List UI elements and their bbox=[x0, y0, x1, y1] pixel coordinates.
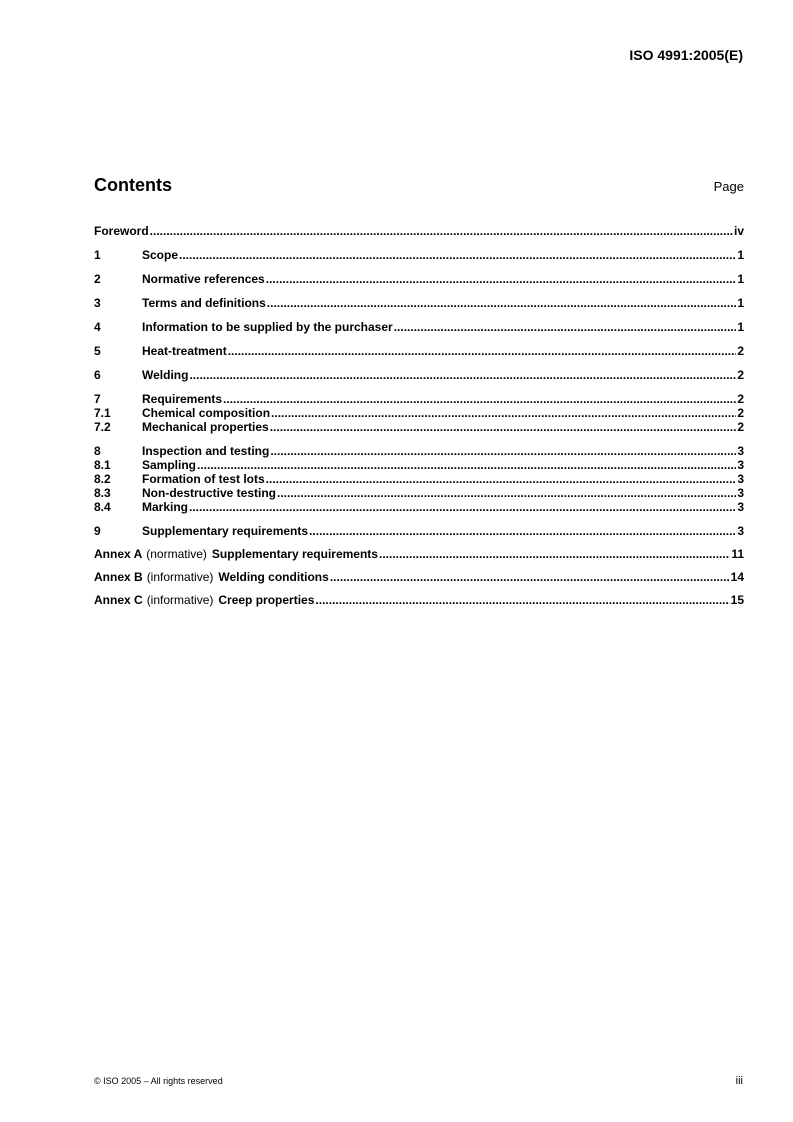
toc-entry-title: Foreword bbox=[94, 224, 149, 238]
toc-entry-page: 3 bbox=[737, 486, 744, 500]
toc-entry-title: Welding conditions bbox=[218, 570, 329, 584]
dot-leader bbox=[197, 458, 736, 472]
copyright-notice: © ISO 2005 – All rights reserved bbox=[94, 1076, 223, 1086]
dot-leader bbox=[228, 344, 737, 358]
toc-entry[interactable] bbox=[94, 320, 744, 334]
toc-entry-title: Non-destructive testing bbox=[142, 486, 277, 500]
toc-entry-page: 2 bbox=[737, 368, 744, 382]
page-number: iii bbox=[735, 1075, 743, 1087]
toc-entry[interactable] bbox=[94, 368, 744, 382]
toc-entry[interactable] bbox=[94, 444, 744, 458]
toc-entry-title: Marking bbox=[142, 500, 189, 514]
toc-entry-number: 1 bbox=[94, 248, 101, 262]
toc-entry[interactable] bbox=[94, 248, 744, 262]
document-id: ISO 4991:2005(E) bbox=[629, 47, 743, 63]
toc-entry-page: 1 bbox=[737, 296, 744, 310]
toc-entry-number: 6 bbox=[94, 368, 101, 382]
toc-entry[interactable] bbox=[94, 486, 744, 500]
toc-entry-number: 8.3 bbox=[94, 486, 111, 500]
toc-entry-page: 3 bbox=[737, 524, 744, 538]
toc-entry-page: 1 bbox=[737, 248, 744, 262]
toc-entry-page: 2 bbox=[737, 406, 744, 420]
dot-leader bbox=[270, 444, 736, 458]
toc-entry[interactable] bbox=[94, 472, 744, 486]
toc-entry-title: Inspection and testing bbox=[142, 444, 270, 458]
contents-title: Contents bbox=[94, 175, 172, 195]
toc-entry[interactable] bbox=[94, 547, 744, 561]
toc-entry-page: 3 bbox=[737, 444, 744, 458]
toc-entry[interactable] bbox=[94, 272, 744, 286]
toc-entry-title: Normative references bbox=[142, 272, 265, 286]
toc-entry-number: 7 bbox=[94, 392, 101, 406]
toc-annex-kind: (informative) bbox=[146, 593, 214, 607]
toc-entry-number: 8.2 bbox=[94, 472, 111, 486]
toc-entry-page: iv bbox=[733, 224, 744, 238]
page-column-label: Page bbox=[713, 179, 744, 194]
toc-entry[interactable] bbox=[94, 593, 744, 607]
toc-entry[interactable] bbox=[94, 500, 744, 514]
toc-entry[interactable] bbox=[94, 344, 744, 358]
toc-entry-number: 5 bbox=[94, 344, 101, 358]
toc-entry-page: 3 bbox=[737, 458, 744, 472]
toc-entry-title: Formation of test lots bbox=[142, 472, 265, 486]
toc-entry-page: 2 bbox=[737, 344, 744, 358]
toc-entry-page: 14 bbox=[730, 570, 744, 584]
dot-leader bbox=[189, 368, 736, 382]
toc-entry-page: 2 bbox=[737, 420, 744, 434]
toc-entry-page: 2 bbox=[737, 392, 744, 406]
toc-entry-page: 15 bbox=[730, 593, 744, 607]
toc-entry[interactable] bbox=[94, 224, 744, 238]
toc-entry-title: Requirements bbox=[142, 392, 223, 406]
contents-header bbox=[94, 175, 744, 196]
dot-leader bbox=[315, 593, 729, 607]
toc-entry-page: 3 bbox=[737, 472, 744, 486]
toc-annex-label: Annex A bbox=[94, 547, 143, 561]
toc-entry[interactable] bbox=[94, 570, 744, 584]
dot-leader bbox=[189, 500, 736, 514]
toc-entry-title: Supplementary requirements bbox=[142, 524, 309, 538]
toc-entry-title: Mechanical properties bbox=[142, 420, 269, 434]
dot-leader bbox=[271, 406, 736, 420]
toc-entry-page: 1 bbox=[737, 320, 744, 334]
toc-entry-number: 9 bbox=[94, 524, 101, 538]
toc-entry-number: 8.4 bbox=[94, 500, 111, 514]
table-of-contents bbox=[94, 224, 744, 607]
toc-entry-title: Creep properties bbox=[218, 593, 315, 607]
dot-leader bbox=[330, 570, 730, 584]
toc-annex-kind: (normative) bbox=[146, 547, 207, 561]
dot-leader bbox=[266, 472, 737, 486]
toc-entry-number: 3 bbox=[94, 296, 101, 310]
toc-entry-number: 8.1 bbox=[94, 458, 111, 472]
dot-leader bbox=[270, 420, 737, 434]
dot-leader bbox=[277, 486, 736, 500]
dot-leader bbox=[379, 547, 730, 561]
toc-entry-title: Chemical composition bbox=[142, 406, 271, 420]
toc-annex-label: Annex C bbox=[94, 593, 143, 607]
toc-entry[interactable] bbox=[94, 420, 744, 434]
toc-entry[interactable] bbox=[94, 524, 744, 538]
toc-entry-number: 4 bbox=[94, 320, 101, 334]
toc-annex-label: Annex B bbox=[94, 570, 143, 584]
toc-entry-number: 7.2 bbox=[94, 420, 111, 434]
toc-entry[interactable] bbox=[94, 458, 744, 472]
toc-entry-title: Sampling bbox=[142, 458, 197, 472]
dot-leader bbox=[179, 248, 736, 262]
toc-entry-number: 7.1 bbox=[94, 406, 111, 420]
dot-leader bbox=[150, 224, 733, 238]
dot-leader bbox=[309, 524, 736, 538]
dot-leader bbox=[223, 392, 736, 406]
dot-leader bbox=[394, 320, 737, 334]
toc-annex-kind: (informative) bbox=[146, 570, 214, 584]
toc-entry-title: Information to be supplied by the purchaser bbox=[142, 320, 393, 334]
toc-entry-title: Scope bbox=[142, 248, 179, 262]
toc-entry-page: 1 bbox=[737, 272, 744, 286]
toc-entry-title: Heat-treatment bbox=[142, 344, 227, 358]
dot-leader bbox=[266, 272, 737, 286]
toc-entry-title: Terms and definitions bbox=[142, 296, 266, 310]
toc-entry-title: Supplementary requirements bbox=[211, 547, 378, 561]
toc-entry-page: 11 bbox=[731, 547, 744, 561]
toc-entry[interactable] bbox=[94, 406, 744, 420]
toc-entry-title: Welding bbox=[142, 368, 189, 382]
dot-leader bbox=[267, 296, 737, 310]
toc-entry[interactable] bbox=[94, 392, 744, 406]
toc-entry-page: 3 bbox=[737, 500, 744, 514]
toc-entry-number: 2 bbox=[94, 272, 101, 286]
toc-entry[interactable] bbox=[94, 296, 744, 310]
toc-entry-number: 8 bbox=[94, 444, 101, 458]
